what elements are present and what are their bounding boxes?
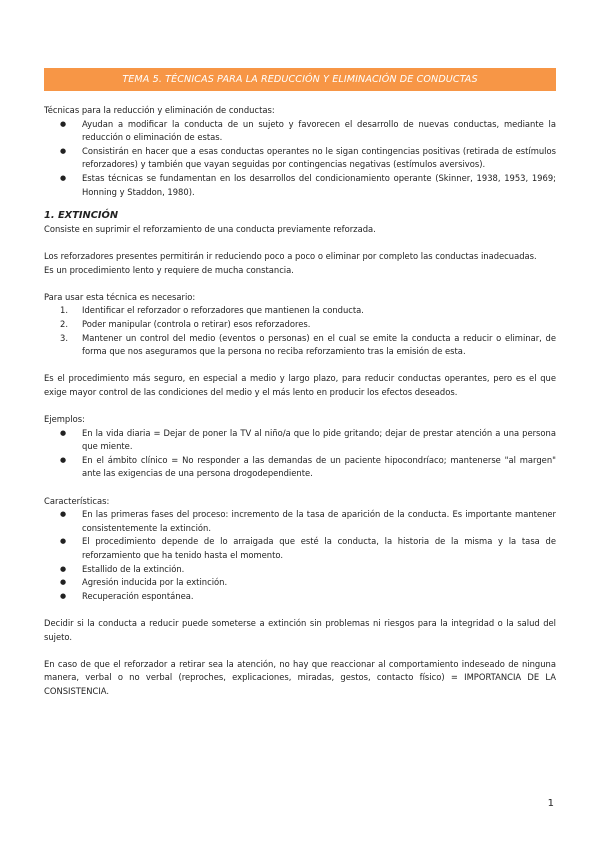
features-lead: Características: [44,495,110,506]
document-body [44,104,556,699]
list-item: ● Ayudan a modificar la conducta de un sujeto y favorecen el desarrollo de nuevas conductas, mediante la reducción o eliminación de estas. [82,118,556,145]
list-item: 2. Poder manipular (controla o retirar) esos reforzadores. [60,318,311,329]
safety-paragraph: Es el procedimiento más seguro, en especial a medio y largo plazo, para reducir conductas operantes, pero es el que exige mayor control de las condiciones del medio y el más lento en producir los efectos deseados. [44,373,556,397]
list-item: ● En las primeras fases del proceso: incremento de la tasa de aparición de la conducta. Es importante mantener consistentemente la extinción. [82,508,556,535]
features-list [44,508,556,603]
slow-procedure-paragraph: Es un procedimiento lento y requiere de mucha constancia. [44,264,294,275]
examples-lead: Ejemplos: [44,414,85,425]
list-item: ● Estallido de la extinción. [82,563,556,577]
intro-lead: Técnicas para la reducción y eliminación de conductas: [44,105,275,115]
list-item: ● El procedimiento depende de lo arraigada que esté la conducta, la historia de la misma y la tasa de reforzamiento que ha tenido hasta el momento. [82,535,556,562]
page-number: 1 [547,798,554,809]
steps-list [44,304,556,358]
definition-paragraph: Consiste en suprimir el reforzamiento de una conducta previamente reforzada. [44,223,376,234]
list-item: ● Recuperación espontánea. [82,590,556,604]
list-item: 3. Mantener un control del medio (eventos o personas) en el cual se emite la conducta a reducir o eliminar, de forma que nos aseguramos que la persona no reciba reforzamiento tras la emisión de esta. [60,332,556,357]
reinforcers-paragraph: Los reforzadores presentes permitirán ir reduciendo poco a poco o eliminar por completo las conductas inadecuadas. [44,250,537,261]
examples-list [44,427,556,481]
decide-paragraph: Decidir si la conducta a reducir puede someterse a extinción sin problemas ni riesgos para la integridad o la salud del sujeto. [44,617,556,642]
list-item: ● Agresión inducida por la extinción. [82,576,556,590]
steps-lead: Para usar esta técnica es necesario: [44,291,196,302]
list-item: ● En el ámbito clínico = No responder a las demandas de un paciente hipocondríaco; mantenerse "al margen" ante las exigencias de una persona drogodependiente. [82,454,556,481]
attention-paragraph: En caso de que el reforzador a retirar sea la atención, no hay que reaccionar al comportamiento indeseado de ninguna manera, verbal o no verbal (reproches, explicaciones, miradas, gestos, contacto físico) = IMPORTANCIA DE LA CONSISTENCIA. [44,658,556,696]
chapter-title-banner: TEMA 5. TÉCNICAS PARA LA REDUCCIÓN Y ELIMINACIÓN DE CONDUCTAS [44,68,556,91]
list-item: ● En la vida diaria = Dejar de poner la TV al niño/a que lo pide gritando; dejar de prestar atención a una persona que miente. [82,427,556,454]
intro-bullet-list [44,118,556,200]
section-heading-extincion: 1. EXTINCIÓN [44,210,119,222]
list-item: ● Estas técnicas se fundamentan en los desarrollos del condicionamiento operante (Skinner, 1938, 1953, 1969; Honning y Staddon, 1980). [82,172,556,199]
list-item: 1. Identificar el reforzador o reforzadores que mantienen la conducta. [60,305,364,316]
list-item: ● Consistirán en hacer que a esas conductas operantes no le sigan contingencias positivas (retirada de estímulos reforzadores) y también que vayan seguidas por contingencias negativas (estímulos aversivos). [82,145,556,172]
